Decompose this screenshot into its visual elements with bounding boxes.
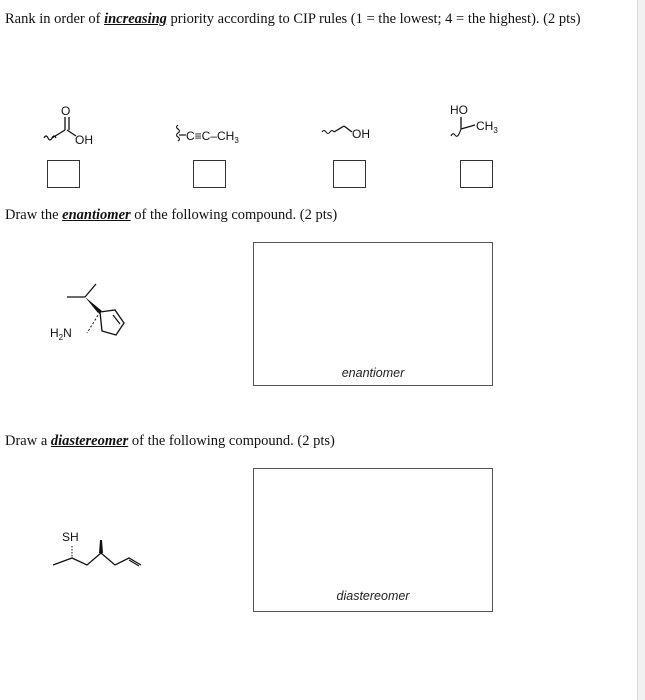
methyl-label: CH [476,119,494,133]
wavy-bond [177,125,180,141]
svg-text:H2N [50,326,72,342]
question-1-emphasis: increasing [104,11,167,27]
methyl-subscript: 3 [493,126,498,135]
question-2-text: Draw the enantiomer of the following compound. (2 pts) [5,207,338,223]
diastereomer-box-label: diastereomer [336,589,410,603]
rank-box-a[interactable] [47,160,80,188]
hydroxyl-label: OH [352,127,370,141]
scrollbar-gutter[interactable] [637,0,645,700]
enantiomer-answer-box[interactable] [253,242,493,386]
amine-subscript: 2 [58,333,64,342]
amine-n-label: N [63,326,72,340]
question-2-molecule [45,275,135,355]
hydroxyl-label: HO [450,103,468,117]
wavy-bond [322,131,334,134]
svg-text:CH3 [476,119,498,135]
thiol-label: SH [62,530,79,544]
rank-box-b[interactable] [193,160,226,188]
carbonyl-oxygen-label: O [61,104,71,118]
rank-box-c[interactable] [333,160,366,188]
enantiomer-box-label: enantiomer [341,366,405,380]
amine-h-label: H [50,326,59,340]
group-d-secondary-alcohol [445,100,525,145]
svg-text:C≡C–CH3 [186,129,239,145]
group-a-carboxylic-acid [30,100,110,150]
question-3-text: Draw a diastereomer of the following compound. (2 pts) [5,433,335,449]
rank-box-d[interactable] [460,160,493,188]
wavy-bond [451,129,461,136]
alkyne-subscript: 3 [234,136,239,145]
question-3-molecule [45,528,155,573]
group-b-alkyne [172,122,262,152]
diastereomer-answer-box[interactable] [253,468,493,612]
group-c-alcohol [318,120,378,150]
hydroxyl-label: OH [75,133,93,147]
question-1-text: Rank in order of increasing priority according to CIP rules (1 = the lowest; 4 = the highest). (2 pts) [5,11,581,27]
alkyne-formula: C≡C–CH [186,129,235,143]
question-2-emphasis: enantiomer [62,207,131,223]
question-3-emphasis: diastereomer [50,433,129,449]
